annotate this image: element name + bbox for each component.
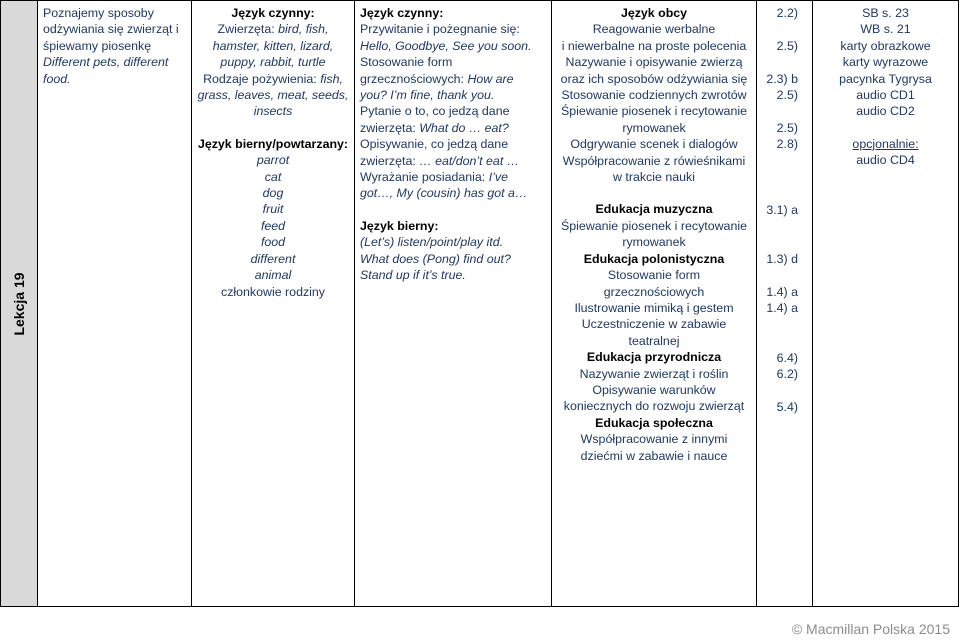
struct-possession: Wyrażanie posiadania:	[360, 170, 486, 185]
skills-social-label: Edukacja społeczna	[595, 415, 713, 430]
vocab-passive-word: fruit	[262, 202, 284, 217]
skill-line: dziećmi w zabawie i nauce	[580, 448, 728, 463]
code-line: 2.8)	[776, 137, 798, 152]
skill-line: Śpiewanie piosenek i recytowanie	[561, 218, 747, 233]
code-line	[762, 268, 798, 284]
vocab-passive-word: cat	[264, 169, 282, 184]
code-line	[762, 218, 798, 234]
code-line	[762, 103, 798, 119]
struct-politeness-en: How are	[467, 71, 514, 86]
material-item: pacynka Tygrysa	[839, 71, 932, 86]
material-item: WB s. 21	[860, 22, 911, 37]
code-line	[762, 153, 798, 169]
topic-line: Poznajemy sposoby	[43, 6, 154, 20]
code-line: 2.5)	[776, 88, 798, 103]
code-line: 3.1) a	[766, 202, 798, 217]
code-line: 2.3) b	[766, 71, 798, 86]
vocab-animals-label: Zwierzęta:	[217, 22, 275, 37]
structures-cell	[355, 1, 552, 607]
skills-nature-label: Edukacja przyrodnicza	[586, 350, 722, 365]
code-line	[762, 54, 798, 70]
code-line	[762, 185, 798, 201]
code-line: 2.5)	[776, 38, 798, 53]
curriculum-codes-cell	[757, 1, 813, 607]
skills-cell	[552, 1, 757, 607]
topic-line: śpiewamy piosenkę	[43, 38, 152, 53]
materials-optional-label: opcjonalnie:	[852, 136, 919, 151]
lesson-label: Lekcja 19	[10, 271, 27, 336]
struct-describe: Opisywanie, co jedzą dane	[360, 137, 509, 152]
vocabulary-cell	[192, 1, 355, 607]
skills-music-label: Edukacja muzyczna	[595, 202, 713, 217]
vocab-family: członkowie rodziny	[221, 284, 325, 299]
topic-cell	[38, 1, 192, 607]
skill-line: Nazywanie zwierząt i roślin	[579, 366, 729, 381]
skill-line: Reagowanie werbalne	[592, 22, 716, 37]
skill-line: i niewerbalne na proste polecenia	[561, 38, 747, 53]
code-line: 2.5)	[776, 120, 798, 135]
copyright-footer: © Macmillan Polska 2015	[791, 621, 950, 637]
struct-greeting-en: Hello, Goodbye, See you soon.	[360, 38, 532, 53]
code-line	[762, 317, 798, 333]
skill-line: Opisywanie warunków	[592, 382, 716, 397]
code-line	[762, 333, 798, 349]
code-line: 5.4)	[776, 399, 798, 414]
struct-passive-line: What does (Pong) find out?	[360, 251, 511, 266]
struct-politeness-en: you? I’m fine, thank you.	[360, 88, 495, 103]
skill-line: Współpracowanie z rówieśnikami	[562, 153, 746, 168]
struct-active-label: Język czynny:	[360, 6, 444, 20]
code-line: 1.4) a	[766, 284, 798, 299]
material-item: audio CD1	[856, 88, 915, 103]
skill-line: Stosowanie form	[607, 268, 701, 283]
vocab-animals: bird, fish,	[278, 22, 329, 37]
skill-line: Uczestniczenie w zabawie	[581, 317, 727, 332]
table-row	[1, 1, 959, 607]
vocab-food: grass, leaves, meat, seeds,	[197, 88, 349, 103]
struct-describe: zwierzęta:	[360, 153, 416, 168]
struct-greeting-intro: Przywitanie i pożegnanie się:	[360, 22, 520, 37]
skill-line: grzecznościowych	[603, 284, 705, 299]
skill-line: rymowanek	[622, 120, 686, 135]
vocab-passive-word: parrot	[256, 153, 290, 168]
topic-line: odżywiania się zwierząt i	[43, 22, 179, 37]
topic-title-en: Different pets, different	[43, 55, 169, 70]
topic-title-en: food.	[43, 71, 71, 86]
code-line: 1.4) a	[766, 301, 798, 316]
struct-politeness: grzecznościowych:	[360, 71, 464, 86]
code-line: 2.2)	[776, 6, 798, 20]
vocab-passive-word: dog	[262, 186, 284, 201]
vocab-active-label: Język czynny:	[231, 6, 315, 20]
vocab-passive-word: different	[250, 251, 296, 266]
vocab-food: insects	[253, 104, 293, 119]
code-line	[762, 169, 798, 185]
lesson-cell	[1, 1, 38, 607]
skill-line: Współpracowanie z innymi	[580, 432, 728, 447]
material-item: SB s. 23	[862, 6, 909, 20]
vocab-food: fish,	[320, 71, 343, 86]
struct-describe-en: … eat/don’t eat …	[419, 153, 520, 168]
vocab-animals: puppy, rabbit, turtle	[220, 55, 326, 70]
skill-line: Ilustrowanie mimiką i gestem	[574, 300, 734, 315]
skill-line: Śpiewanie piosenek i recytowanie	[561, 104, 747, 119]
material-optional-item: audio CD4	[856, 153, 915, 168]
material-item: karty wyrazowe	[842, 55, 929, 70]
struct-question: Pytanie o to, co jedzą dane	[360, 104, 510, 119]
skill-line: koniecznych do rozwoju zwierząt	[563, 399, 745, 414]
materials-cell	[813, 1, 959, 607]
vocab-passive-word: food	[260, 235, 286, 250]
code-line	[762, 235, 798, 251]
code-line	[762, 21, 798, 37]
skill-line: Odgrywanie scenek i dialogów	[570, 137, 738, 152]
struct-passive-line: Stand up if it’s true.	[360, 268, 466, 283]
vocab-passive-word: feed	[260, 218, 286, 233]
struct-politeness: Stosowanie form	[360, 55, 453, 70]
struct-possession-en: I’ve	[488, 170, 508, 185]
vocab-animals: hamster, kitten, lizard,	[212, 38, 334, 53]
code-line: 6.2)	[776, 366, 798, 381]
skills-header: Język obcy	[620, 6, 688, 20]
vocab-passive-label: Język bierny/powtarzany:	[197, 136, 349, 151]
struct-question-en: What do … eat?	[419, 120, 509, 135]
skill-line: w trakcie nauki	[613, 170, 695, 185]
struct-question: zwierzęta:	[360, 120, 416, 135]
skill-line: rymowanek	[622, 235, 686, 250]
struct-passive-label: Język bierny:	[360, 218, 439, 233]
skill-line: Stosowanie codziennych zwrotów	[561, 88, 747, 103]
struct-possession-en: got…, My (cousin) has got a…	[360, 186, 528, 201]
vocab-food-label: Rodzaje pożywienia:	[203, 71, 317, 86]
skill-line: Nazywanie i opisywanie zwierzą	[565, 55, 743, 70]
code-line	[762, 382, 798, 398]
skills-polish-label: Edukacja polonistyczna	[583, 251, 725, 266]
vocab-passive-word: animal	[254, 268, 292, 283]
code-line: 1.3) d	[766, 252, 798, 267]
skill-line: teatralnej	[628, 333, 680, 348]
code-line: 6.4)	[776, 350, 798, 365]
material-item: audio CD2	[856, 104, 915, 119]
struct-passive-line: (Let’s) listen/point/play itd.	[360, 235, 504, 250]
material-item: karty obrazkowe	[840, 38, 931, 53]
skill-line: oraz ich sposobów odżywiania się	[560, 71, 748, 86]
